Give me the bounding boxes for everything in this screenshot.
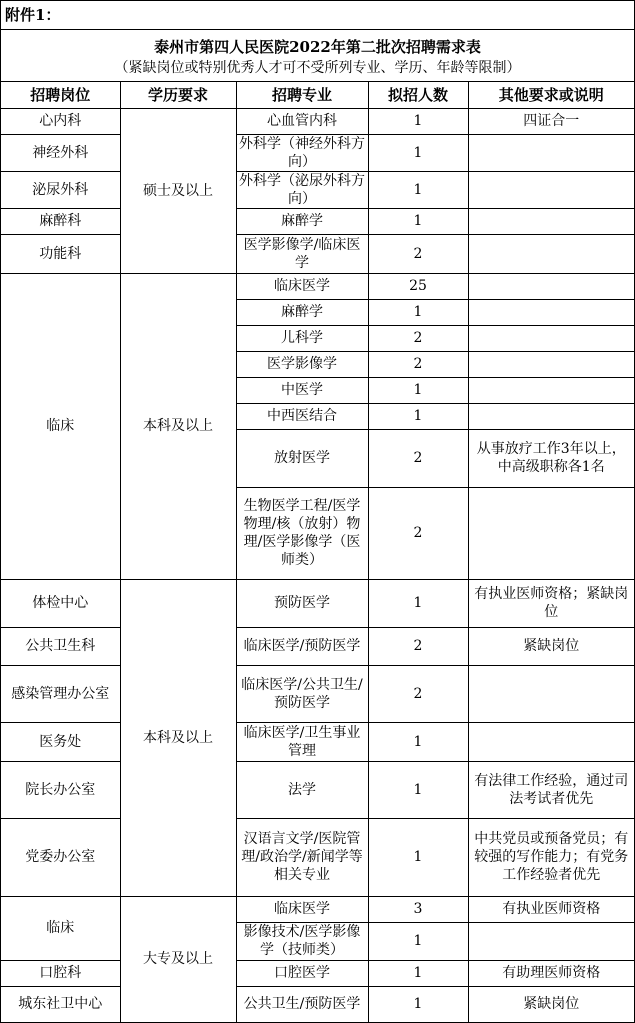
count-cell: 1 (368, 579, 468, 627)
post-cell: 党委办公室 (1, 818, 120, 896)
note-cell (468, 722, 634, 761)
post-cell: 公共卫生科 (1, 627, 120, 665)
post-cell: 临床 (1, 896, 120, 960)
header-post: 招聘岗位 (1, 82, 120, 108)
major-cell: 外科学（泌尿外科方向） (236, 171, 368, 208)
count-cell: 1 (368, 722, 468, 761)
post-cell: 功能科 (1, 234, 120, 273)
count-cell: 1 (368, 134, 468, 171)
count-cell: 2 (368, 665, 468, 722)
major-cell: 麻醉学 (236, 299, 368, 325)
count-cell: 1 (368, 761, 468, 818)
education-cell: 大专及以上 (120, 896, 236, 1022)
post-cell: 院长办公室 (1, 761, 120, 818)
note-cell: 有执业医师资格 (468, 896, 634, 922)
table-row (1, 108, 634, 134)
major-cell: 影像技术/医学影像学（技师类） (236, 922, 368, 960)
count-cell: 2 (368, 429, 468, 487)
count-cell: 1 (368, 108, 468, 134)
count-cell: 2 (368, 627, 468, 665)
note-cell (468, 325, 634, 351)
count-cell: 2 (368, 234, 468, 273)
education-cell: 本科及以上 (120, 273, 236, 579)
table-row (1, 986, 634, 1022)
note-cell: 四证合一 (468, 108, 634, 134)
note-cell: 紧缺岗位 (468, 986, 634, 1022)
table-row (1, 171, 634, 208)
table-row (1, 761, 634, 818)
note-cell (468, 273, 634, 299)
major-cell: 临床医学/预防医学 (236, 627, 368, 665)
header-count: 拟招人数 (368, 82, 468, 108)
table-row (1, 818, 634, 896)
post-cell: 神经外科 (1, 134, 120, 171)
note-cell (468, 377, 634, 403)
note-cell: 有助理医师资格 (468, 960, 634, 986)
major-cell: 医学影像学 (236, 351, 368, 377)
note-cell: 有执业医师资格；紧缺岗位 (468, 579, 634, 627)
title-block (1, 30, 634, 82)
table-row (1, 579, 634, 627)
post-cell: 感染管理办公室 (1, 665, 120, 722)
count-cell: 25 (368, 273, 468, 299)
major-cell: 生物医学工程/医学物理/核（放射）物理/医学影像学（医师类） (236, 487, 368, 579)
major-cell: 儿科学 (236, 325, 368, 351)
table-row (1, 665, 634, 722)
table-row (1, 960, 634, 986)
header-education: 学历要求 (120, 82, 236, 108)
count-cell: 1 (368, 377, 468, 403)
count-cell: 1 (368, 208, 468, 234)
note-cell (468, 171, 634, 208)
attachment-label: 附件1： (1, 1, 634, 30)
post-cell: 体检中心 (1, 579, 120, 627)
post-cell: 医务处 (1, 722, 120, 761)
post-cell: 临床 (1, 273, 120, 579)
post-cell: 泌尿外科 (1, 171, 120, 208)
note-cell (468, 351, 634, 377)
count-cell: 1 (368, 986, 468, 1022)
note-cell: 紧缺岗位 (468, 627, 634, 665)
note-cell (468, 403, 634, 429)
note-cell (468, 208, 634, 234)
post-cell: 心内科 (1, 108, 120, 134)
count-cell: 1 (368, 403, 468, 429)
document-title: 泰州市第四人民医院2022年第二批次招聘需求表 (154, 38, 481, 56)
count-cell: 1 (368, 171, 468, 208)
major-cell: 临床医学/卫生事业管理 (236, 722, 368, 761)
table-header-row (1, 82, 634, 108)
note-cell (468, 922, 634, 960)
note-cell (468, 665, 634, 722)
education-cell: 本科及以上 (120, 579, 236, 896)
major-cell: 临床医学/公共卫生/预防医学 (236, 665, 368, 722)
count-cell: 1 (368, 818, 468, 896)
table-row (1, 722, 634, 761)
post-cell: 口腔科 (1, 960, 120, 986)
major-cell: 外科学（神经外科方向） (236, 134, 368, 171)
count-cell: 1 (368, 922, 468, 960)
table-row (1, 208, 634, 234)
document-subtitle: （紧缺岗位或特别优秀人才可不受所列专业、学历、年龄等限制） (114, 60, 521, 76)
table-row (1, 273, 634, 299)
header-major: 招聘专业 (236, 82, 368, 108)
post-cell: 麻醉科 (1, 208, 120, 234)
count-cell: 1 (368, 960, 468, 986)
note-cell (468, 487, 634, 579)
note-cell (468, 234, 634, 273)
count-cell: 1 (368, 299, 468, 325)
note-cell: 有法律工作经验，通过司法考试者优先 (468, 761, 634, 818)
note-cell: 从事放疗工作3年以上，中高级职称各1名 (468, 429, 634, 487)
recruitment-table (1, 82, 634, 1023)
note-cell (468, 134, 634, 171)
major-cell: 临床医学 (236, 896, 368, 922)
table-row (1, 896, 634, 922)
count-cell: 2 (368, 325, 468, 351)
major-cell: 心血管内科 (236, 108, 368, 134)
major-cell: 放射医学 (236, 429, 368, 487)
count-cell: 3 (368, 896, 468, 922)
major-cell: 临床医学 (236, 273, 368, 299)
education-cell: 硕士及以上 (120, 108, 236, 273)
major-cell: 预防医学 (236, 579, 368, 627)
header-notes: 其他要求或说明 (468, 82, 634, 108)
major-cell: 汉语言文学/医院管理/政治学/新闻学等相关专业 (236, 818, 368, 896)
major-cell: 中医学 (236, 377, 368, 403)
note-cell (468, 299, 634, 325)
table-row (1, 627, 634, 665)
major-cell: 公共卫生/预防医学 (236, 986, 368, 1022)
count-cell: 2 (368, 487, 468, 579)
major-cell: 法学 (236, 761, 368, 818)
note-cell: 中共党员或预备党员；有较强的写作能力；有党务工作经验者优先 (468, 818, 634, 896)
major-cell: 麻醉学 (236, 208, 368, 234)
table-row (1, 234, 634, 273)
table-row (1, 134, 634, 171)
post-cell: 城东社卫中心 (1, 986, 120, 1022)
count-cell: 2 (368, 351, 468, 377)
major-cell: 医学影像学/临床医学 (236, 234, 368, 273)
major-cell: 中西医结合 (236, 403, 368, 429)
major-cell: 口腔医学 (236, 960, 368, 986)
